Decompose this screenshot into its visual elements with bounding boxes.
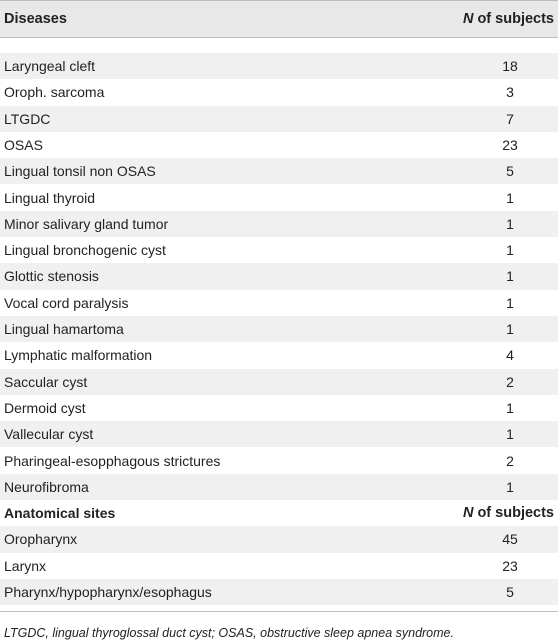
- cell-count: 5: [506, 584, 514, 600]
- cell-count: 1: [506, 189, 514, 206]
- cell-name: Oroph. sarcoma: [4, 84, 105, 101]
- cell-name: Lingual thyroid: [4, 189, 96, 206]
- table-row: [0, 526, 558, 552]
- table-row: [0, 185, 558, 211]
- table-row: [0, 316, 558, 342]
- cell-name: Laryngeal cleft: [4, 58, 96, 74]
- header-n-subjects: [463, 1, 554, 37]
- table-row: [0, 211, 558, 237]
- cell-name: Neurofibroma: [4, 478, 89, 495]
- cell-name: Lingual hamartoma: [4, 321, 124, 337]
- cell-name: Pharingeal-esopphagous strictures: [4, 452, 221, 469]
- table-row: [0, 158, 558, 184]
- cell-count: 5: [506, 163, 514, 180]
- cell-name: Glottic stenosis: [4, 268, 99, 285]
- cell-count: 23: [502, 136, 518, 153]
- table-row: [0, 237, 558, 263]
- table-header: [0, 0, 558, 38]
- table-row: [0, 342, 558, 368]
- cell-name: Oropharynx: [4, 531, 78, 548]
- cell-name: Larynx: [4, 557, 47, 574]
- table-row: [0, 448, 558, 474]
- cell-name: OSAS: [4, 136, 43, 153]
- cell-count: 1: [506, 268, 514, 285]
- table-row: [0, 53, 558, 79]
- header-n-italic: N: [462, 11, 474, 27]
- cell-count: 2: [506, 452, 514, 469]
- cell-count: 1: [506, 242, 514, 259]
- cell-count: 3: [506, 84, 514, 101]
- table-row: [0, 79, 558, 105]
- cell-name: Lingual bronchogenic cyst: [4, 242, 166, 259]
- header-diseases: Diseases: [4, 11, 67, 27]
- cell-name: LTGDC: [4, 110, 51, 127]
- table-footnote: LTGDC, lingual thyroglossal duct cyst; OSAS, obstructive sleep apnea syndrome.: [4, 626, 454, 640]
- cell-name: Vallecular cyst: [4, 426, 94, 443]
- cell-name: Lymphatic malformation: [4, 347, 153, 364]
- section-header-row: [0, 500, 558, 526]
- cell-name: Lingual tonsil non OSAS: [4, 163, 156, 180]
- table-row: [0, 421, 558, 447]
- cell-count: 18: [502, 58, 518, 74]
- cell-count: 1: [506, 478, 514, 495]
- table-row: [0, 290, 558, 316]
- cell-count: 1: [506, 426, 514, 443]
- cell-count: 2: [506, 373, 514, 390]
- header-n-rest: of subjects: [473, 11, 554, 27]
- cell-name: Vocal cord paralysis: [4, 294, 129, 311]
- table-bottom-rule: [0, 611, 558, 612]
- cell-count: 1: [506, 294, 514, 311]
- cell-count: 4: [506, 347, 514, 364]
- table-row: [0, 395, 558, 421]
- table-row: [0, 553, 558, 579]
- cell-name: Minor salivary gland tumor: [4, 215, 169, 232]
- section-n-subjects: N of subjects: [462, 505, 554, 522]
- cell-count: 23: [502, 557, 518, 574]
- table-row: [0, 132, 558, 158]
- table-row: [0, 579, 558, 605]
- cell-count: 1: [506, 215, 514, 232]
- cell-name: Saccular cyst: [4, 373, 88, 390]
- cell-count: 7: [506, 110, 514, 127]
- cell-name: Dermoid cyst: [4, 399, 86, 416]
- cell-count: 1: [506, 399, 514, 416]
- table-row: [0, 106, 558, 132]
- table-row: [0, 369, 558, 395]
- table-row: [0, 263, 558, 289]
- cell-count: 45: [502, 531, 518, 548]
- cell-count: 1: [506, 321, 514, 337]
- table-row: [0, 474, 558, 500]
- section-title: Anatomical sites: [4, 505, 116, 522]
- cell-name: Pharynx/hypopharynx/esophagus: [4, 584, 212, 600]
